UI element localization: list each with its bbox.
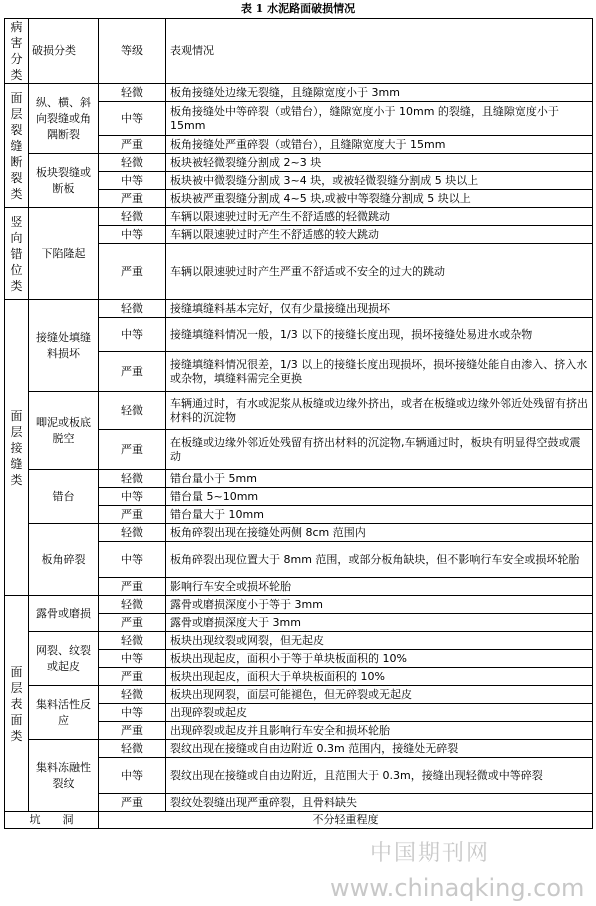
sub-label: 唧泥或板底脱空: [29, 392, 99, 470]
table-row: [5, 632, 593, 650]
level-cell: 中等: [99, 704, 166, 722]
level-cell: 中等: [99, 102, 166, 136]
level-cell: 严重: [99, 614, 166, 632]
description-cell: 露骨或磨损深度小于等于 3mm: [166, 596, 593, 614]
table-row: [5, 208, 593, 226]
description-cell: 板块出现起皮，面积大于单块板面积的 10%: [166, 668, 593, 686]
level-cell: 中等: [99, 172, 166, 190]
description-cell: 错台量大于 10mm: [166, 506, 593, 524]
level-cell: 轻微: [99, 84, 166, 102]
level-cell: 中等: [99, 758, 166, 794]
description-cell: 板角接缝处中等碎裂（或错台），缝隙宽度小于 10mm 的裂缝，且缝隙宽度小于 15mm: [166, 102, 593, 136]
description-cell: 出现碎裂或起皮: [166, 704, 593, 722]
description-cell: 车辆以限速驶过时无产生不舒适感的轻微跳动: [166, 208, 593, 226]
sub-label: 下陷隆起: [29, 208, 99, 300]
header-row: [5, 19, 593, 84]
description-cell: 出现碎裂或起皮并且影响行车安全和损坏轮胎: [166, 722, 593, 740]
damage-table: [4, 18, 593, 829]
level-cell: 轻微: [99, 596, 166, 614]
description-cell: 板块出现网裂，面层可能褪色，但无碎裂或无起皮: [166, 686, 593, 704]
description-cell: 裂纹出现在接缝或自由边附近，且范围大于 0.3m，接缝出现轻微或中等碎裂: [166, 758, 593, 794]
sub-label: 露骨或磨损: [29, 596, 99, 632]
level-cell: 严重: [99, 506, 166, 524]
description-cell: 车辆通过时，有水或泥浆从板缝或边缘外挤出，或者在板缝或边缘外邻近处残留有挤出材料的沉淀物: [166, 392, 593, 430]
level-cell: 严重: [99, 794, 166, 812]
level-cell: 严重: [99, 722, 166, 740]
description-cell: 板角碎裂出现在接缝处两侧 8cm 范围内: [166, 524, 593, 542]
description-cell: 错台量小于 5mm: [166, 470, 593, 488]
description-cell: 裂纹处裂缝出现严重碎裂，且骨料缺失: [166, 794, 593, 812]
description-cell: 板块出现纹裂或网裂，但无起皮: [166, 632, 593, 650]
level-cell: 轻微: [99, 632, 166, 650]
table-row: [5, 812, 593, 829]
table-row: [5, 84, 593, 102]
sub-label: 集料活性反应: [29, 686, 99, 740]
level-cell: 中等: [99, 226, 166, 244]
level-cell: 轻微: [99, 470, 166, 488]
header-level: 等级: [99, 19, 166, 84]
description-cell: 裂纹出现在接缝或自由边附近 0.3m 范围内，接缝处无碎裂: [166, 740, 593, 758]
description-cell: 板角接缝处严重碎裂（或错台），且缝隙宽度大于 15mm: [166, 136, 593, 154]
group-label: 面层表面类: [5, 596, 29, 812]
table-row: [5, 300, 593, 318]
description-cell: 板块被轻微裂缝分割成 2~3 块: [166, 154, 593, 172]
description-cell: 在板缝或边缘外邻近处残留有挤出材料的沉淀物,车辆通过时，板块有明显得空鼓或震动: [166, 430, 593, 470]
description-cell: 接缝填缝料基本完好，仅有少量接缝出现损坏: [166, 300, 593, 318]
level-cell: 严重: [99, 430, 166, 470]
description-cell: 板角碎裂出现位置大于 8mm 范围，或部分板角缺块，但不影响行车安全或损坏轮胎: [166, 542, 593, 578]
level-cell: 中等: [99, 318, 166, 352]
description-cell: 影响行车安全或损坏轮胎: [166, 578, 593, 596]
description-cell: 板块被严重裂缝分割成 4~5 块,或被中等裂缝分割成 5 块以上: [166, 190, 593, 208]
group-label: 面层裂缝断裂类: [5, 84, 29, 208]
description-cell: 接缝填缝料情况很差，1/3 以上的接缝长度出现损坏，损坏接缝处能自由渗入、挤入水或杂物，填缝料需完全更换: [166, 352, 593, 392]
level-cell: 严重: [99, 136, 166, 154]
level-cell: 轻微: [99, 208, 166, 226]
description-cell: 板块出现起皮，面积小于等于单块板面积的 10%: [166, 650, 593, 668]
level-cell: 严重: [99, 352, 166, 392]
description-cell: 板角接缝处边缘无裂缝，且缝隙宽度小于 3mm: [166, 84, 593, 102]
table-row: [5, 686, 593, 704]
level-cell: 严重: [99, 578, 166, 596]
description-cell: 板块被中微裂缝分割成 3~4 块，或被轻微裂缝分割成 5 块以上: [166, 172, 593, 190]
level-cell: 轻微: [99, 154, 166, 172]
sub-label: 纵、横、斜向裂缝或角隅断裂: [29, 84, 99, 154]
level-cell: 严重: [99, 668, 166, 686]
table-row: [5, 392, 593, 430]
table-row: [5, 524, 593, 542]
description-cell: 车辆以限速驶过时产生严重不舒适或不安全的过大的跳动: [166, 244, 593, 300]
level-cell: 轻微: [99, 740, 166, 758]
level-cell: 中等: [99, 542, 166, 578]
sub-label: 网裂、纹裂或起皮: [29, 632, 99, 686]
table-caption: 表 1 水泥路面破损情况: [240, 2, 356, 15]
group-label: 竖向错位类: [5, 208, 29, 300]
sub-label: 错台: [29, 470, 99, 524]
pothole-label: 坑 洞: [5, 812, 99, 829]
description-cell: 车辆以限速驶过时产生不舒适感的较大跳动: [166, 226, 593, 244]
table-row: [5, 154, 593, 172]
group-label: 面层接缝类: [5, 300, 29, 596]
description-cell: 接缝填缝料情况一般，1/3 以下的接缝长度出现，损坏接缝处易进水或杂物: [166, 318, 593, 352]
sub-label: 板角碎裂: [29, 524, 99, 596]
header-description: 表观情况: [166, 19, 593, 84]
sub-label: 集料冻融性裂纹: [29, 740, 99, 812]
sub-label: 接缝处填缝料损坏: [29, 300, 99, 392]
level-cell: 轻微: [99, 392, 166, 430]
header-damage-type: 破损分类: [29, 19, 99, 84]
level-cell: 严重: [99, 244, 166, 300]
watermark-url: www.chinaqking.com: [330, 874, 585, 902]
header-category: 病害分类: [5, 19, 29, 84]
level-cell: 中等: [99, 488, 166, 506]
level-cell: 轻微: [99, 300, 166, 318]
level-cell: 轻微: [99, 686, 166, 704]
table-row: [5, 470, 593, 488]
level-cell: 中等: [99, 650, 166, 668]
description-cell: 露骨或磨损深度大于 3mm: [166, 614, 593, 632]
level-cell: 严重: [99, 190, 166, 208]
watermark-site-name: 中国期刊网: [370, 841, 491, 866]
table-row: [5, 596, 593, 614]
table-row: [5, 740, 593, 758]
sub-label: 板块裂缝或断板: [29, 154, 99, 208]
pothole-description: 不分轻重程度: [99, 812, 593, 829]
level-cell: 轻微: [99, 524, 166, 542]
description-cell: 错台量 5~10mm: [166, 488, 593, 506]
